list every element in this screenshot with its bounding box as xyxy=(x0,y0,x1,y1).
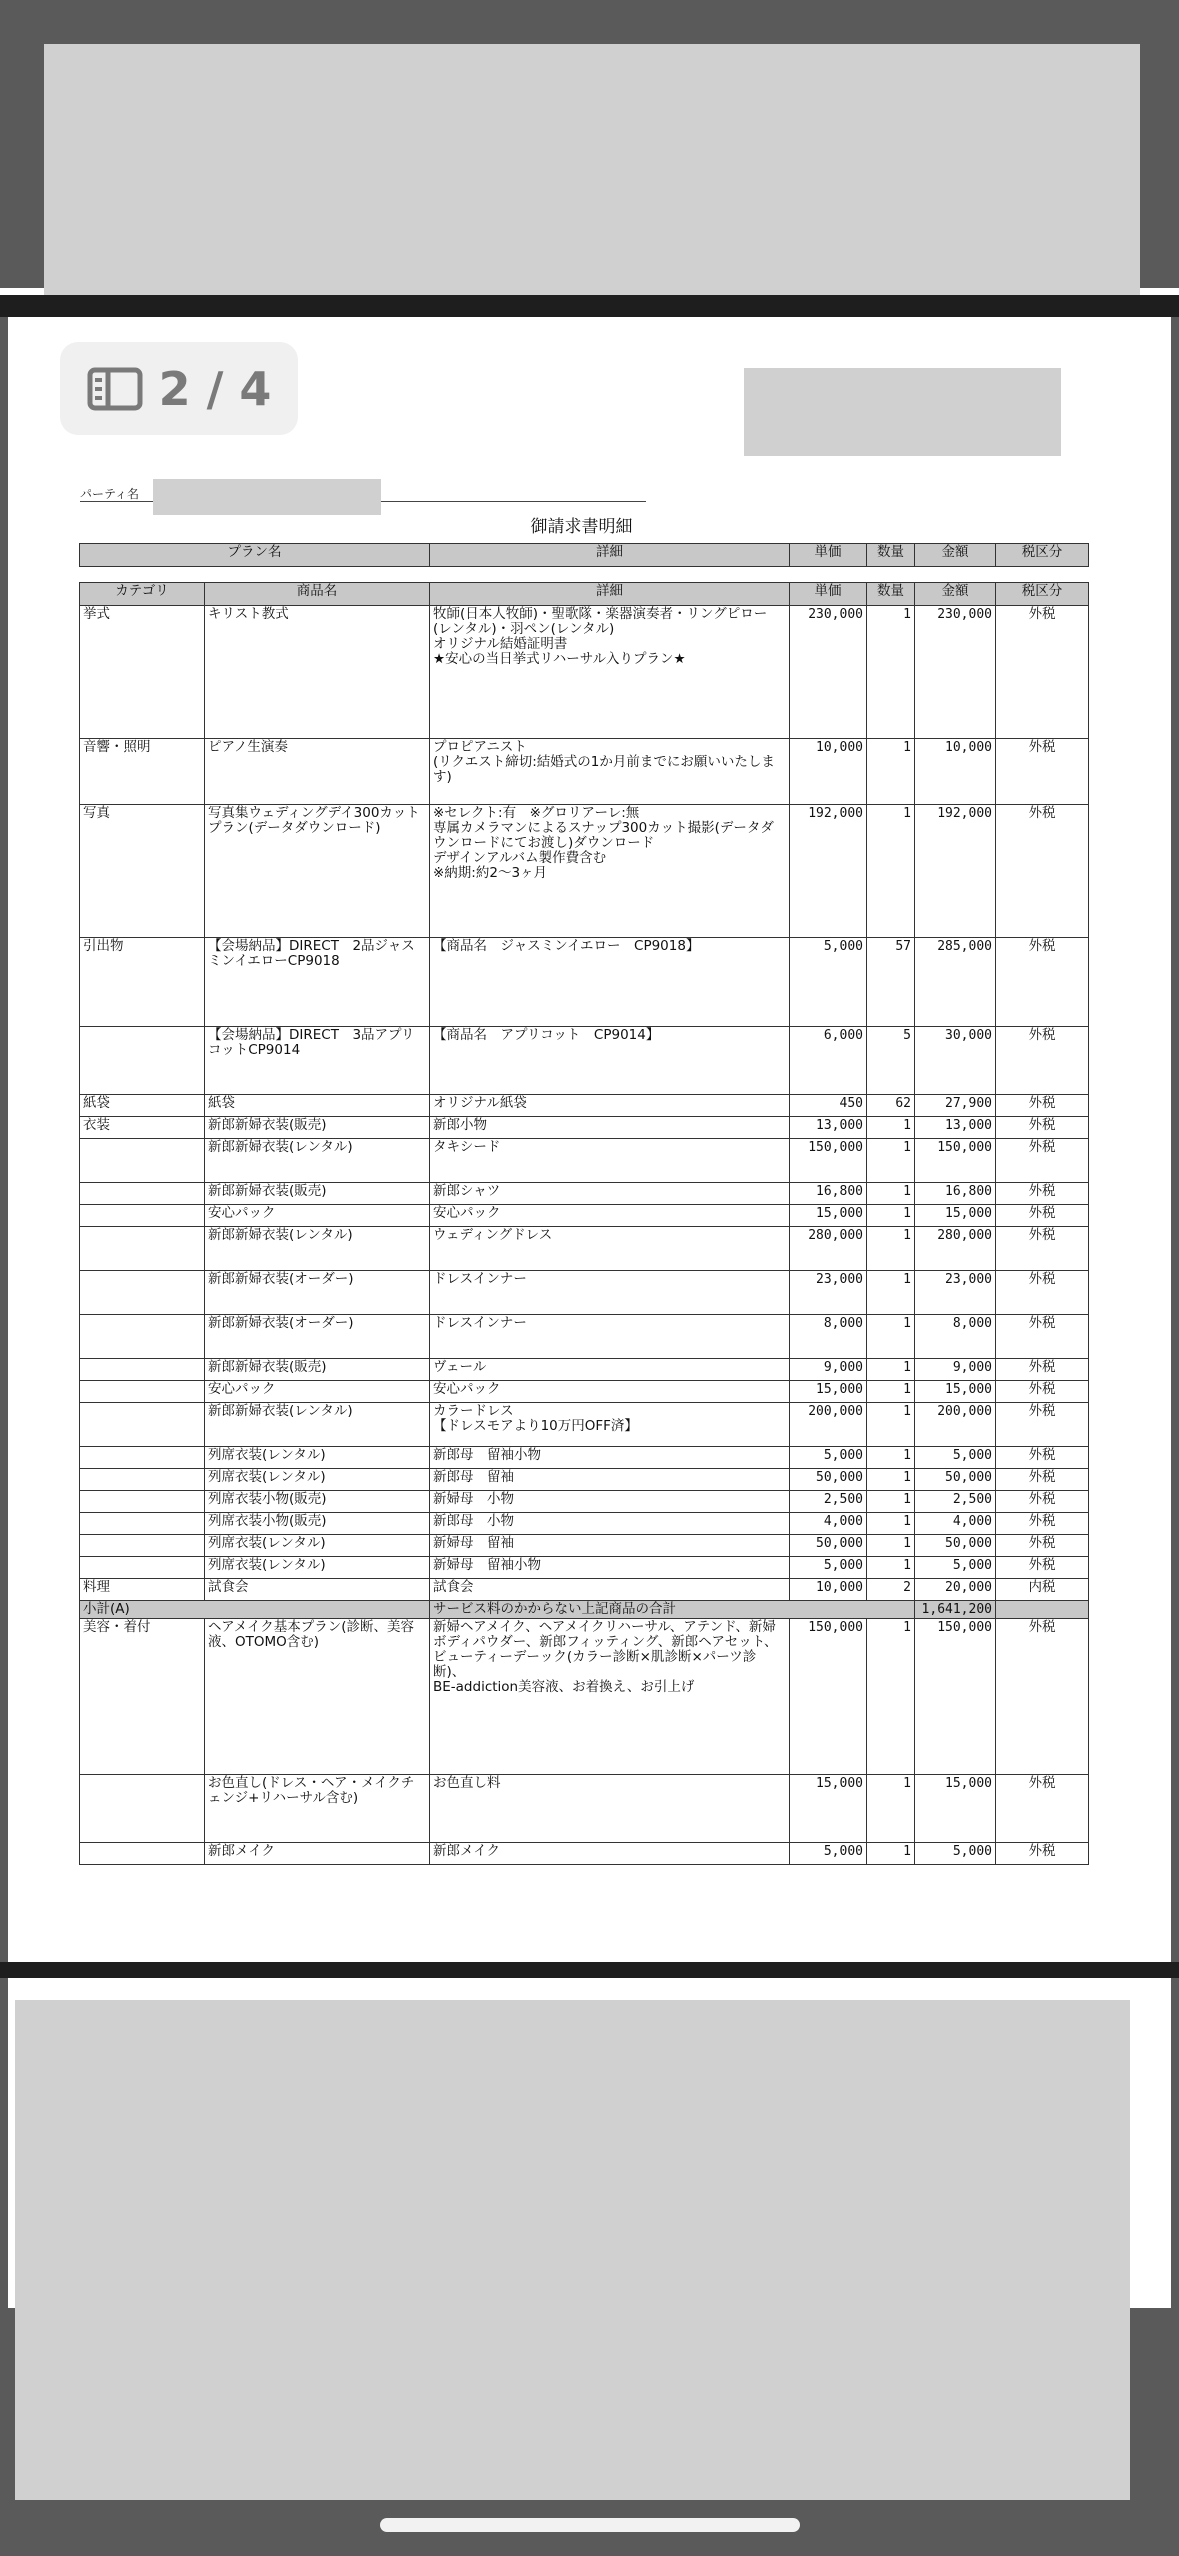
unit-price-cell: 4,000 xyxy=(790,1513,867,1535)
category-cell xyxy=(80,1271,205,1315)
unit-price-cell: 192,000 xyxy=(790,805,867,938)
detail-cell: 新郎メイク xyxy=(430,1843,790,1865)
detail-cell: 安心パック xyxy=(430,1381,790,1403)
amount-cell: 10,000 xyxy=(915,739,996,805)
product-name-cell: 【会場納品】DIRECT 2品ジャスミンイエローCP9018 xyxy=(205,938,430,1027)
category-cell xyxy=(80,1469,205,1491)
plan-header-cell: 数量 xyxy=(867,544,915,567)
category-cell xyxy=(80,1513,205,1535)
document-title xyxy=(0,512,1163,537)
tax-category-cell: 外税 xyxy=(996,1315,1089,1359)
category-cell xyxy=(80,1381,205,1403)
detail-cell: ※セレクト:有 ※グロリアーレ:無 専属カメラマンによるスナップ300カット撮影(データダウンロードにてお渡し)ダウンロード デザインアルバム製作費含む ※納期:約2〜3ヶ月 xyxy=(430,805,790,938)
plan-header-cell: プラン名 xyxy=(80,544,430,567)
tax-category-cell: 外税 xyxy=(996,1491,1089,1513)
tax-category-cell: 外税 xyxy=(996,1403,1089,1447)
table-row xyxy=(80,938,1089,1027)
unit-price-cell: 13,000 xyxy=(790,1117,867,1139)
tax-category-cell: 外税 xyxy=(996,1447,1089,1469)
unit-price-cell: 2,500 xyxy=(790,1491,867,1513)
subtotal-label: 小計(A) xyxy=(80,1601,430,1619)
unit-price-cell: 5,000 xyxy=(790,1843,867,1865)
item-header-cell: 金額 xyxy=(915,583,996,606)
unit-price-cell: 5,000 xyxy=(790,938,867,1027)
detail-cell: 新郎シャツ xyxy=(430,1183,790,1205)
table-row xyxy=(80,1381,1089,1403)
quantity-cell: 1 xyxy=(867,1619,915,1775)
tax-category-cell: 外税 xyxy=(996,1513,1089,1535)
detail-cell: 新郎小物 xyxy=(430,1117,790,1139)
amount-cell: 13,000 xyxy=(915,1117,996,1139)
tax-category-cell: 外税 xyxy=(996,1381,1089,1403)
category-cell: 引出物 xyxy=(80,938,205,1027)
product-name-cell: 新郎新婦衣装(レンタル) xyxy=(205,1227,430,1271)
product-name-cell: 新郎新婦衣装(レンタル) xyxy=(205,1139,430,1183)
table-row xyxy=(80,1183,1089,1205)
unit-price-cell: 23,000 xyxy=(790,1271,867,1315)
plan-header-cell: 税区分 xyxy=(996,544,1089,567)
unit-price-cell: 6,000 xyxy=(790,1027,867,1095)
category-cell: 料理 xyxy=(80,1579,205,1601)
tax-category-cell: 外税 xyxy=(996,1227,1089,1271)
table-row xyxy=(80,1447,1089,1469)
unit-price-cell: 150,000 xyxy=(790,1139,867,1183)
quantity-cell: 1 xyxy=(867,606,915,739)
quantity-cell: 2 xyxy=(867,1579,915,1601)
quantity-cell: 57 xyxy=(867,938,915,1027)
quantity-cell: 1 xyxy=(867,1557,915,1579)
unit-price-cell: 200,000 xyxy=(790,1403,867,1447)
category-cell xyxy=(80,1843,205,1865)
tax-category-cell: 外税 xyxy=(996,739,1089,805)
amount-cell: 4,000 xyxy=(915,1513,996,1535)
tax-category-cell: 外税 xyxy=(996,1359,1089,1381)
detail-cell: 【商品名 ジャスミンイエロー CP9018】 xyxy=(430,938,790,1027)
category-cell xyxy=(80,1775,205,1843)
quantity-cell: 1 xyxy=(867,1205,915,1227)
product-name-cell: 列席衣装(レンタル) xyxy=(205,1557,430,1579)
quantity-cell: 1 xyxy=(867,1359,915,1381)
amount-cell: 50,000 xyxy=(915,1469,996,1491)
unit-price-cell: 150,000 xyxy=(790,1619,867,1775)
product-name-cell: キリスト教式 xyxy=(205,606,430,739)
table-row xyxy=(80,1843,1089,1865)
product-name-cell: 新郎新婦衣装(オーダー) xyxy=(205,1315,430,1359)
amount-cell: 230,000 xyxy=(915,606,996,739)
quantity-cell: 1 xyxy=(867,1535,915,1557)
detail-cell: 安心パック xyxy=(430,1205,790,1227)
unit-price-cell: 280,000 xyxy=(790,1227,867,1271)
item-header-cell: 商品名 xyxy=(205,583,430,606)
plan-header-cell: 単価 xyxy=(790,544,867,567)
category-cell xyxy=(80,1491,205,1513)
table-row xyxy=(80,1513,1089,1535)
item-header-row xyxy=(80,583,1089,606)
amount-cell: 200,000 xyxy=(915,1403,996,1447)
product-name-cell: 写真集ウェディングデイ300カットプラン(データダウンロード) xyxy=(205,805,430,938)
plan-header-cell: 詳細 xyxy=(430,544,790,567)
detail-cell: 牧師(日本人牧師)・聖歌隊・楽器演奏者・リングピロー(レンタル)・羽ペン(レンタル) オリジナル結婚証明書 ★安心の当日挙式リハーサル入りプラン★ xyxy=(430,606,790,739)
detail-cell: ヴェール xyxy=(430,1359,790,1381)
product-name-cell: ピアノ生演奏 xyxy=(205,739,430,805)
category-cell xyxy=(80,1359,205,1381)
amount-cell: 2,500 xyxy=(915,1491,996,1513)
product-name-cell: 紙袋 xyxy=(205,1095,430,1117)
unit-price-cell: 10,000 xyxy=(790,739,867,805)
category-cell xyxy=(80,1403,205,1447)
party-name-label: パーティ名 xyxy=(80,487,140,501)
category-cell xyxy=(80,1227,205,1271)
item-header-cell: 単価 xyxy=(790,583,867,606)
table-row xyxy=(80,1535,1089,1557)
product-name-cell: 新郎新婦衣装(販売) xyxy=(205,1183,430,1205)
tax-category-cell: 外税 xyxy=(996,1775,1089,1843)
tax-category-cell: 外税 xyxy=(996,1027,1089,1095)
quantity-cell: 1 xyxy=(867,1491,915,1513)
item-header-cell: 数量 xyxy=(867,583,915,606)
detail-cell: 新婦ヘアメイク、ヘアメイクリハーサル、アテンド、新婦ボディパウダー、新郎フィッティング、新郎ヘアセット、ビューティーデーック(カラー診断×肌診断×パーツ診断)、 BE-addiction美容液、お着換え、お引上げ xyxy=(430,1619,790,1775)
category-cell: 美容・着付 xyxy=(80,1619,205,1775)
amount-cell: 15,000 xyxy=(915,1775,996,1843)
unit-price-cell: 9,000 xyxy=(790,1359,867,1381)
table-row xyxy=(80,1271,1089,1315)
category-cell xyxy=(80,1557,205,1579)
category-cell: 紙袋 xyxy=(80,1095,205,1117)
quantity-cell: 1 xyxy=(867,1271,915,1315)
tax-category-cell: 外税 xyxy=(996,1469,1089,1491)
detail-cell: オリジナル紙袋 xyxy=(430,1095,790,1117)
tax-category-cell: 外税 xyxy=(996,1139,1089,1183)
category-cell xyxy=(80,1447,205,1469)
quantity-cell: 1 xyxy=(867,739,915,805)
redacted-area-top xyxy=(44,44,1140,305)
detail-cell: カラードレス 【ドレスモアより10万円OFF済】 xyxy=(430,1403,790,1447)
table-row xyxy=(80,1359,1089,1381)
amount-cell: 20,000 xyxy=(915,1579,996,1601)
amount-cell: 27,900 xyxy=(915,1095,996,1117)
product-name-cell: 新郎新婦衣装(オーダー) xyxy=(205,1271,430,1315)
product-name-cell: 列席衣装小物(販売) xyxy=(205,1491,430,1513)
table-row xyxy=(80,1117,1089,1139)
product-name-cell: ヘアメイク基本プラン(診断、美容液、OTOMO含む) xyxy=(205,1619,430,1775)
quantity-cell: 1 xyxy=(867,805,915,938)
plan-header-cell: 金額 xyxy=(915,544,996,567)
amount-cell: 192,000 xyxy=(915,805,996,938)
tax-category-cell: 外税 xyxy=(996,1095,1089,1117)
tax-category-cell: 外税 xyxy=(996,606,1089,739)
tax-category-cell: 外税 xyxy=(996,805,1089,938)
amount-cell: 5,000 xyxy=(915,1843,996,1865)
subtotal-row xyxy=(80,1601,1089,1619)
amount-cell: 8,000 xyxy=(915,1315,996,1359)
redacted-area-bottom xyxy=(15,2000,1130,2500)
product-name-cell: 安心パック xyxy=(205,1205,430,1227)
tax-category-cell: 外税 xyxy=(996,1117,1089,1139)
amount-cell: 30,000 xyxy=(915,1027,996,1095)
quantity-cell: 1 xyxy=(867,1315,915,1359)
product-name-cell: 試食会 xyxy=(205,1579,430,1601)
amount-cell: 150,000 xyxy=(915,1139,996,1183)
item-header-cell: 税区分 xyxy=(996,583,1089,606)
amount-cell: 5,000 xyxy=(915,1447,996,1469)
amount-cell: 285,000 xyxy=(915,938,996,1027)
category-cell xyxy=(80,1183,205,1205)
category-cell: 音響・照明 xyxy=(80,739,205,805)
tax-category-cell: 外税 xyxy=(996,1183,1089,1205)
quantity-cell: 1 xyxy=(867,1183,915,1205)
subtotal-tax xyxy=(996,1601,1089,1619)
detail-cell: ドレスインナー xyxy=(430,1271,790,1315)
quantity-cell: 1 xyxy=(867,1469,915,1491)
amount-cell: 23,000 xyxy=(915,1271,996,1315)
product-name-cell: 列席衣装(レンタル) xyxy=(205,1447,430,1469)
category-cell: 写真 xyxy=(80,805,205,938)
detail-cell: 【商品名 アプリコット CP9014】 xyxy=(430,1027,790,1095)
plan-header-row xyxy=(80,544,1089,567)
quantity-cell: 1 xyxy=(867,1775,915,1843)
page-counter-text: 2 / 4 xyxy=(158,361,272,416)
quantity-cell: 1 xyxy=(867,1403,915,1447)
unit-price-cell: 15,000 xyxy=(790,1381,867,1403)
product-name-cell: 列席衣装(レンタル) xyxy=(205,1469,430,1491)
unit-price-cell: 10,000 xyxy=(790,1579,867,1601)
product-name-cell: 【会場納品】DIRECT 3品アプリコットCP9014 xyxy=(205,1027,430,1095)
unit-price-cell: 5,000 xyxy=(790,1447,867,1469)
detail-cell: 新婦母 留袖小物 xyxy=(430,1557,790,1579)
unit-price-cell: 8,000 xyxy=(790,1315,867,1359)
unit-price-cell: 5,000 xyxy=(790,1557,867,1579)
unit-price-cell: 15,000 xyxy=(790,1775,867,1843)
unit-price-cell: 450 xyxy=(790,1095,867,1117)
unit-price-cell: 16,800 xyxy=(790,1183,867,1205)
tax-category-cell: 外税 xyxy=(996,1619,1089,1775)
detail-cell: タキシード xyxy=(430,1139,790,1183)
product-name-cell: 安心パック xyxy=(205,1381,430,1403)
category-cell xyxy=(80,1315,205,1359)
detail-cell: プロピアニスト (リクエスト締切:結婚式の1か月前までにお願いいたします) xyxy=(430,739,790,805)
table-row xyxy=(80,739,1089,805)
detail-cell: 新婦母 小物 xyxy=(430,1491,790,1513)
table-row xyxy=(80,1619,1089,1775)
table-row xyxy=(80,1205,1089,1227)
tax-category-cell: 外税 xyxy=(996,1843,1089,1865)
product-name-cell: 新郎新婦衣装(販売) xyxy=(205,1117,430,1139)
amount-cell: 16,800 xyxy=(915,1183,996,1205)
amount-cell: 15,000 xyxy=(915,1381,996,1403)
product-name-cell: 列席衣装小物(販売) xyxy=(205,1513,430,1535)
plan-header-table xyxy=(79,543,1089,567)
table-row xyxy=(80,1095,1089,1117)
category-cell xyxy=(80,1139,205,1183)
category-cell xyxy=(80,1205,205,1227)
table-row xyxy=(80,1491,1089,1513)
page-separator-2 xyxy=(0,1962,1179,1978)
unit-price-cell: 50,000 xyxy=(790,1535,867,1557)
amount-cell: 150,000 xyxy=(915,1619,996,1775)
quantity-cell: 1 xyxy=(867,1513,915,1535)
unit-price-cell: 50,000 xyxy=(790,1469,867,1491)
unit-price-cell: 230,000 xyxy=(790,606,867,739)
detail-cell: ドレスインナー xyxy=(430,1315,790,1359)
subtotal-detail: サービス料のかからない上記商品の合計 xyxy=(430,1601,915,1619)
table-row xyxy=(80,1557,1089,1579)
amount-cell: 15,000 xyxy=(915,1205,996,1227)
category-cell: 衣装 xyxy=(80,1117,205,1139)
tax-category-cell: 外税 xyxy=(996,1557,1089,1579)
detail-cell: ウェディングドレス xyxy=(430,1227,790,1271)
table-row xyxy=(80,1469,1089,1491)
detail-cell: 新郎母 留袖小物 xyxy=(430,1447,790,1469)
tax-category-cell: 外税 xyxy=(996,1535,1089,1557)
redacted-area-header xyxy=(744,368,1061,456)
table-row xyxy=(80,805,1089,938)
home-indicator[interactable] xyxy=(380,2518,800,2532)
quantity-cell: 1 xyxy=(867,1227,915,1271)
table-row xyxy=(80,1227,1089,1271)
table-row xyxy=(80,1027,1089,1095)
page-separator xyxy=(0,295,1179,317)
amount-cell: 280,000 xyxy=(915,1227,996,1271)
table-row xyxy=(80,1139,1089,1183)
tax-category-cell: 外税 xyxy=(996,938,1089,1027)
category-cell xyxy=(80,1535,205,1557)
detail-cell: 新郎母 小物 xyxy=(430,1513,790,1535)
document-title-text: 御請求書明細 xyxy=(530,517,633,537)
tax-category-cell: 外税 xyxy=(996,1271,1089,1315)
quantity-cell: 62 xyxy=(867,1095,915,1117)
table-row xyxy=(80,606,1089,739)
subtotal-amount: 1,641,200 xyxy=(915,1601,996,1619)
detail-cell: 試食会 xyxy=(430,1579,790,1601)
category-cell: 挙式 xyxy=(80,606,205,739)
quantity-cell: 5 xyxy=(867,1027,915,1095)
unit-price-cell: 15,000 xyxy=(790,1205,867,1227)
product-name-cell: 新郎新婦衣装(販売) xyxy=(205,1359,430,1381)
amount-cell: 9,000 xyxy=(915,1359,996,1381)
product-name-cell: 新郎メイク xyxy=(205,1843,430,1865)
quantity-cell: 1 xyxy=(867,1117,915,1139)
tax-category-cell: 内税 xyxy=(996,1579,1089,1601)
table-row xyxy=(80,1403,1089,1447)
amount-cell: 50,000 xyxy=(915,1535,996,1557)
item-header-cell: 詳細 xyxy=(430,583,790,606)
detail-cell: お色直し料 xyxy=(430,1775,790,1843)
product-name-cell: お色直し(ドレス・ヘア・メイクチェンジ+リハーサル含む) xyxy=(205,1775,430,1843)
table-row xyxy=(80,1579,1089,1601)
detail-cell: 新郎母 留袖 xyxy=(430,1469,790,1491)
detail-cell: 新婦母 留袖 xyxy=(430,1535,790,1557)
quantity-cell: 1 xyxy=(867,1843,915,1865)
amount-cell: 5,000 xyxy=(915,1557,996,1579)
invoice-items-table xyxy=(79,582,1089,1865)
tax-category-cell: 外税 xyxy=(996,1205,1089,1227)
table-row xyxy=(80,1775,1089,1843)
table-row xyxy=(80,1315,1089,1359)
category-cell xyxy=(80,1027,205,1095)
redacted-party-name xyxy=(153,479,381,515)
product-name-cell: 新郎新婦衣装(レンタル) xyxy=(205,1403,430,1447)
sidebar-icon xyxy=(87,367,143,411)
item-header-cell: カテゴリ xyxy=(80,583,205,606)
page-counter[interactable] xyxy=(60,342,298,435)
quantity-cell: 1 xyxy=(867,1139,915,1183)
quantity-cell: 1 xyxy=(867,1381,915,1403)
product-name-cell: 列席衣装(レンタル) xyxy=(205,1535,430,1557)
quantity-cell: 1 xyxy=(867,1447,915,1469)
